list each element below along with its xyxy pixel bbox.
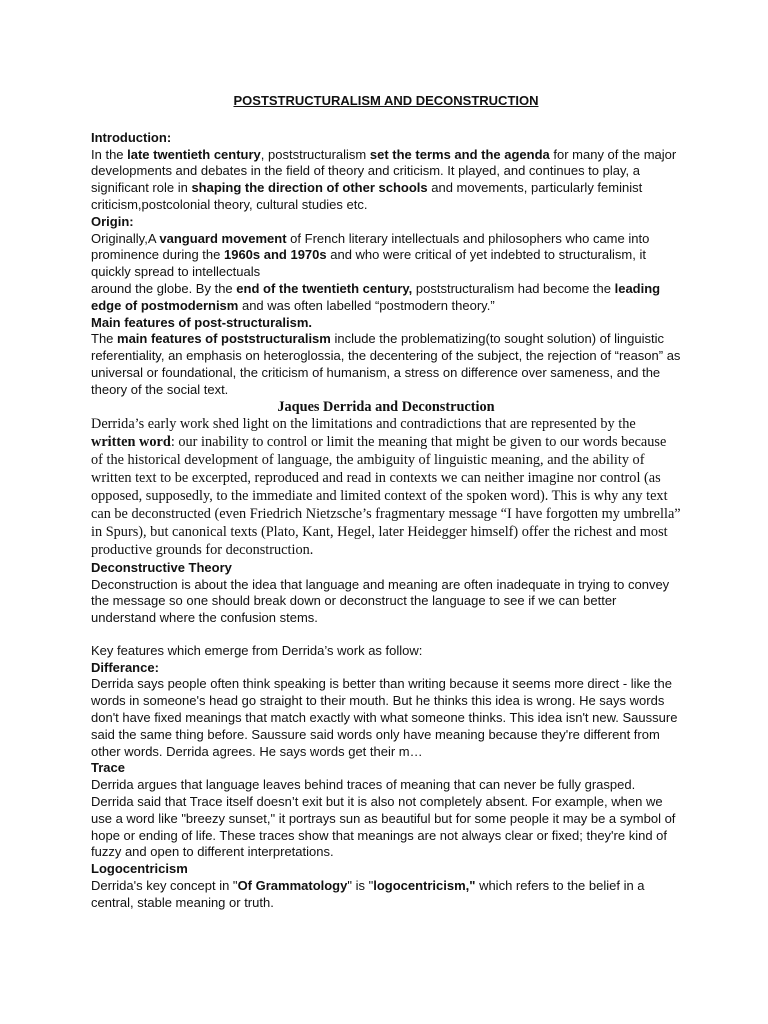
- trace-paragraph: Derrida argues that language leaves behind traces of meaning that can never be fully grasped. Derrida said that Trace itself doesn’t exit but it is also not completely absent. For example, when we use a word like "breezy sunset," it portrays sun as beautiful but for some people it may be a symbol of hope or ending of life. These traces show that meanings are not always clear or fixed; they're kind of fuzzy and open to different interpretations.: [91, 777, 676, 860]
- logocentricism-heading: Logocentricism: [91, 861, 188, 877]
- paragraph-spacer: [91, 627, 681, 643]
- origin-paragraph-2: around the globe. By the end of the twentieth century, poststructuralism had become the leading edge of postmodernism and was often labelled “postmodern theory.”: [91, 280, 661, 313]
- origin-paragraph-1: Originally,A vanguard movement of French literary intellectuals and philosophers who came into prominence during the 1960s and 1970s and who were critical of yet indebted to structuralism, it quickly spread to intellectuals: [91, 230, 650, 280]
- main-features-paragraph: The main features of poststructuralism include the problematizing(to sought solution) of linguistic referentiality, an emphasis on heteroglossia, the decentering of the subject, the rejection of “reason” as universal or foundational, the criticism of humanism, a stress on difference over sameness, and the theory of the social text.: [91, 331, 681, 397]
- introduction-paragraph: In the late twentieth century, poststructuralism set the terms and the agenda for many of the major developments and debates in the field of theory and criticism. It played, and continues to play, a significant role in shaping the direction of other schools and movements, particularly feminist criticism,postcolonial theory, cultural studies etc.: [91, 146, 677, 212]
- trace-heading: Trace: [91, 760, 125, 776]
- document-page: [91, 93, 681, 912]
- differance-heading: Differance:: [91, 659, 159, 675]
- main-features-heading: Main features of post-structuralism.: [91, 314, 313, 330]
- document-title: POSTSTRUCTURALISM AND DECONSTRUCTION: [233, 93, 539, 108]
- differance-paragraph: Derrida says people often think speaking is better than writing because it seems more direct - like the words in someone's head go straight to their mouth. But he thinks this idea is wrong. He says words don't have fixed meanings that match exactly with what someone thinks. This idea isn't new. Saussure said the same thing before. Saussure said words only have meaning because they're different from other words. Derrida agrees. He says words get their m…: [91, 676, 678, 759]
- deconstructive-theory-paragraph: Deconstruction is about the idea that language and meaning are often inadequate in trying to convey the message so one should break down or deconstruct the language to see if we can better understand where the confusion stems.: [91, 576, 670, 626]
- key-features-intro: Key features which emerge from Derrida’s work as follow:: [91, 642, 423, 658]
- origin-heading: Origin:: [91, 213, 134, 229]
- introduction-heading: Introduction:: [91, 129, 172, 145]
- deconstructive-theory-heading: Deconstructive Theory: [91, 559, 232, 575]
- derrida-paragraph: Derrida’s early work shed light on the limitations and contradictions that are represented by the written word: our inability to control or limit the meaning that might be given to our words because of the historical development of language, the ambiguity of linguistic meaning, and the ability of written text to be excerpted, reproduced and read in contexts we can neither imagine nor control (as opposed, supposedly, to the immediate and limited context of the spoken word). This is why any text can be deconstructed (even Friedrich Nietzsche’s fragmentary message “I have forgotten my umbrella” in Spurs), but canonical texts (Plato, Kant, Hegel, later Heidegger himself) offer the richest and most productive grounds for deconstruction.: [91, 416, 681, 558]
- derrida-heading: Jaques Derrida and Deconstruction: [277, 398, 495, 415]
- logocentricism-paragraph: Derrida's key concept in "Of Grammatology" is "logocentricism," which refers to the belief in a central, stable meaning or truth.: [91, 878, 645, 910]
